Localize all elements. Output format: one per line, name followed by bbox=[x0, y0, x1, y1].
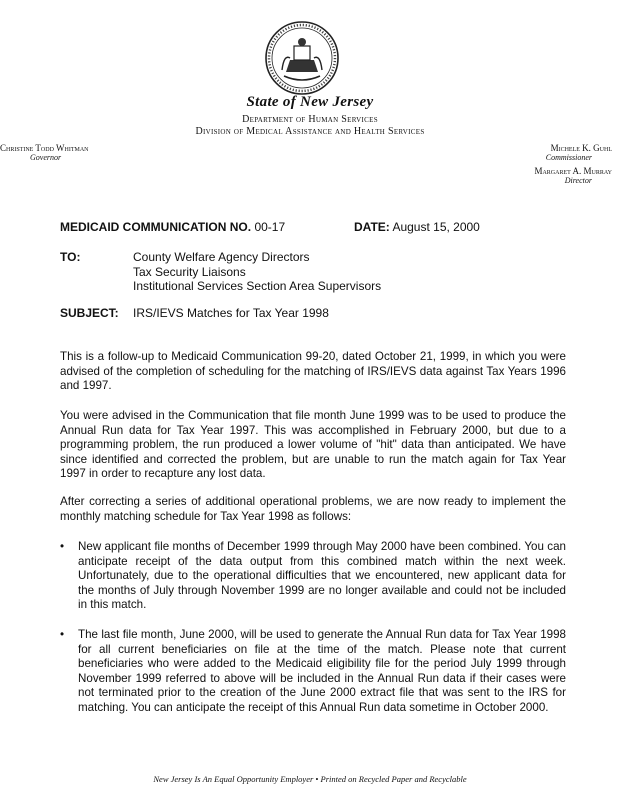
commissioner-title: Commissioner bbox=[545, 153, 592, 162]
date-label: DATE: bbox=[354, 220, 390, 234]
state-title: State of New Jersey bbox=[246, 94, 374, 110]
body-paragraph: This is a follow-up to Medicaid Communication 99-20, dated October 21, 1999, in which you were advised of the completion of scheduling for the matching of IRS/IEVS data against Tax Years 1996 and 1997. bbox=[60, 350, 566, 392]
subject-label: SUBJECT: bbox=[60, 306, 119, 320]
body-paragraph: After correcting a series of additional operational problems, we are now ready to implement the monthly matching schedule for Tax Year 1998 as follows: bbox=[60, 495, 566, 523]
department-name: Department of Human Services bbox=[242, 114, 378, 125]
governor-block bbox=[0, 143, 160, 162]
date-row bbox=[354, 220, 480, 234]
communication-number: 00-17 bbox=[254, 220, 286, 234]
subject-text: IRS/IEVS Matches for Tax Year 1998 bbox=[133, 306, 329, 320]
commissioner-name: Michele K. Guhl bbox=[550, 143, 612, 153]
list-item-text: The last file month, June 2000, will be used to generate the Annual Run data for Tax Year 1998 for all current beneficiaries on file at the time of the match. Please note that current beneficiaries who were added to the Medicaid eligibility file for the period July 1999 through November 1999 referred to above will be included in the Annual Run data if their cases were not terminated prior to the creation of the June 2000 extract file that was sent to the IRS for matching. You can anticipate the receipt of this Annual Run data sometime in October 2000. bbox=[78, 628, 566, 714]
recipient: Institutional Services Section Area Supervisors bbox=[133, 279, 382, 293]
body-paragraph: You were advised in the Communication that file month June 1999 was to be used to produce the Annual Run data for Tax Year 1997. This was accomplished in February 2000, but due to a programming problem, the run produced a lower volume of "hit" data than anticipated. We have since identified and corrected the problem, but are unable to run the match again for Tax Year 1997 in order to recapture any lost data. bbox=[60, 409, 566, 480]
footer-text: New Jersey Is An Equal Opportunity Employer • Printed on Recycled Paper and Recyclable bbox=[153, 774, 467, 784]
officers-block bbox=[452, 143, 612, 189]
governor-name: Christine Todd Whitman bbox=[0, 143, 89, 153]
list-item-text: New applicant file months of December 1999 through May 2000 have been combined. You can anticipate receipt of the data output from this combined match within the next week. Unfortunately, due to the operational difficulties that we encountered, new applicant data for the months of July through November 1999 are no longer available and could not be included in this match. bbox=[78, 540, 566, 611]
recipient: Tax Security Liaisons bbox=[133, 264, 246, 279]
governor-title: Governor bbox=[30, 153, 62, 162]
to-recipients bbox=[133, 250, 381, 294]
director-name: Margaret A. Murray bbox=[534, 166, 612, 176]
state-seal-icon bbox=[264, 20, 340, 96]
date-value: August 15, 2000 bbox=[392, 220, 480, 234]
list-item bbox=[60, 628, 566, 715]
bullet-icon: • bbox=[60, 628, 65, 641]
bullet-icon: • bbox=[60, 540, 65, 553]
communication-number-row bbox=[60, 220, 285, 234]
to-label: TO: bbox=[60, 250, 81, 264]
list-item bbox=[60, 540, 566, 613]
division-name: Division of Medical Assistance and Health Services bbox=[195, 126, 425, 137]
director-title: Director bbox=[564, 176, 592, 185]
communication-number-label: MEDICAID COMMUNICATION NO. bbox=[60, 220, 252, 234]
recipient: County Welfare Agency Directors bbox=[133, 250, 310, 264]
